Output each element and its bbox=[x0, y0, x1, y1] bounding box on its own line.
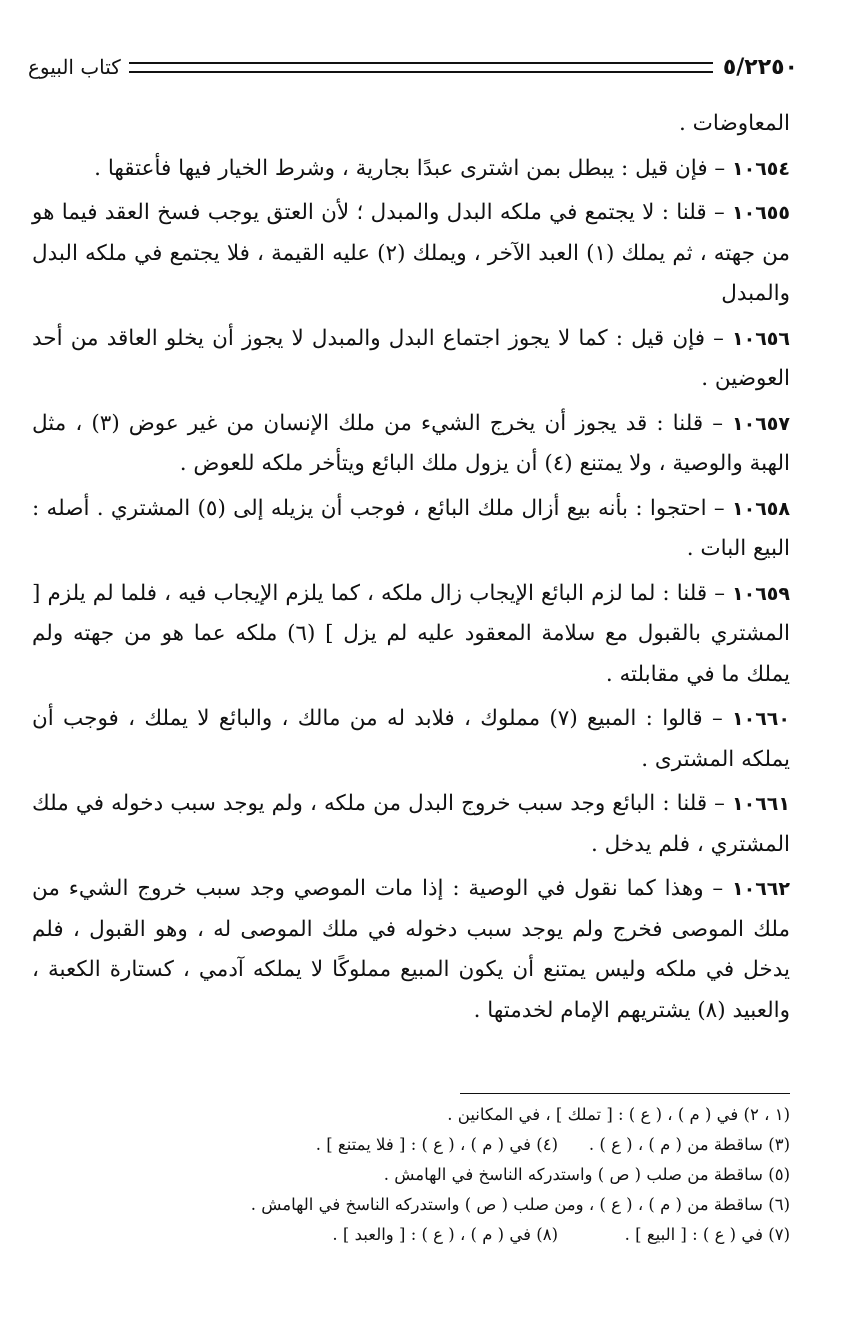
paragraph-text: المعاوضات . bbox=[679, 111, 790, 136]
paragraph-text: – فإن قيل : يبطل بمن اشترى عبدًا بجارية ، وشرط الخيار فيها فأعتقها . bbox=[94, 155, 733, 181]
paragraph bbox=[32, 104, 790, 145]
header-rule bbox=[129, 62, 713, 73]
footnote: (٤) في ( م ) ، ( ع ) : [ فلا يمتنع ] . bbox=[315, 1135, 558, 1154]
paragraph bbox=[32, 869, 790, 1031]
page-header bbox=[28, 52, 798, 82]
footnote: (٣) ساقطة من ( م ) ، ( ع ) . bbox=[588, 1135, 790, 1154]
footnote-row bbox=[32, 1220, 790, 1250]
paragraph-number: ١٠٦٦٠ bbox=[732, 708, 790, 730]
paragraph bbox=[32, 193, 790, 315]
paragraph-number: ١٠٦٥٥ bbox=[732, 202, 790, 224]
paragraph bbox=[32, 319, 790, 400]
footnote: (١ ، ٢) في ( م ) ، ( ع ) : [ تملك ] ، في المكانين . bbox=[447, 1105, 790, 1124]
paragraph bbox=[32, 699, 790, 780]
footnote: (٥) ساقطة من صلب ( ص ) واستدركه الناسخ في الهامش . bbox=[383, 1165, 790, 1184]
footnote-row bbox=[32, 1160, 790, 1190]
footnote: (٧) في ( ع ) : [ البيع ] . bbox=[624, 1225, 790, 1244]
paragraph-text: – قلنا : لما لزم البائع الإيجاب زال ملكه ، كما يلزم الإيجاب فيه ، فلما لم يلزم [ المشتري بالقبول مع سلامة المعقود عليه لم يزل ] (٦) ملكه عما هو من جهته ولم يملك ما في مقابلته . bbox=[32, 580, 790, 687]
paragraph-text: – قالوا : المبيع (٧) مملوك ، فلابد له من مالك ، والبائع لا يملك ، فوجب أن يملكه المشترى . bbox=[32, 706, 790, 772]
paragraph-text: – فإن قيل : كما لا يجوز اجتماع البدل والمبدل لا يجوز أن يخلو العاقد من أحد العوضين . bbox=[32, 325, 790, 391]
paragraph bbox=[32, 574, 790, 696]
paragraph-text: – وهذا كما نقول في الوصية : إذا مات الموصي وجد سبب خروج الشيء من ملك الموصى فخرج ولم يوجد سبب دخوله في ملك الموصى له ، وهو القبول ، فلم يدخل في ملكه وليس يمتنع أن يكون المبيع مملوكًا لا يملكه آدمي ، كستارة الكعبة ، والعبيد (٨) يشتريهم الإمام لخدمتها . bbox=[32, 876, 790, 1023]
paragraph bbox=[32, 784, 790, 865]
paragraph-number: ١٠٦٥٨ bbox=[732, 497, 790, 520]
footnote-divider bbox=[460, 1093, 790, 1094]
footnote-row bbox=[32, 1100, 790, 1130]
main-text bbox=[32, 104, 790, 1035]
footnotes bbox=[32, 1100, 790, 1250]
paragraph-number: ١٠٦٥٩ bbox=[732, 582, 790, 605]
paragraph-number: ١٠٦٥٤ bbox=[732, 157, 790, 180]
paragraph bbox=[32, 489, 790, 570]
footnote-row bbox=[32, 1130, 790, 1160]
paragraph-text: – قلنا : البائع وجد سبب خروج البدل من ملكه ، ولم يوجد سبب دخوله في ملك المشتري ، فلم يدخل . bbox=[32, 791, 790, 857]
paragraph-number: ١٠٦٥٧ bbox=[732, 412, 790, 435]
footnote-row bbox=[32, 1190, 790, 1220]
paragraph-text: – قلنا : قد يجوز أن يخرج الشيء من ملك الإنسان من غير عوض (٣) ، مثل الهبة والوصية ، ولا يمتنع (٤) أن يزول ملك البائع ويتأخر ملكه للعوض . bbox=[32, 410, 790, 476]
paragraph-text: – احتجوا : بأنه بيع أزال ملك البائع ، فوجب أن يزيله إلى (٥) المشتري . أصله : البيع البات . bbox=[32, 495, 790, 561]
footnote: (٨) في ( م ) ، ( ع ) : [ والعبد ] . bbox=[332, 1225, 558, 1244]
book-title: كتاب البيوع bbox=[28, 55, 121, 79]
paragraph bbox=[32, 404, 790, 485]
paragraph-number: ١٠٦٦١ bbox=[732, 793, 790, 815]
paragraph-number: ١٠٦٥٦ bbox=[732, 327, 790, 350]
paragraph-text: – قلنا : لا يجتمع في ملكه البدل والمبدل ؛ لأن العتق يوجب فسخ العقد فيما هو من جهته ، ثم يملك (١) العبد الآخر ، ويملك (٢) عليه القيمة ، فلا يجتمع في ملكه البدل والمبدل bbox=[32, 200, 790, 306]
paragraph-number: ١٠٦٦٢ bbox=[732, 878, 790, 900]
footnote: (٦) ساقطة من ( م ) ، ( ع ) ، ومن صلب ( ص ) واستدركه الناسخ في الهامش . bbox=[250, 1195, 790, 1214]
page-number: ٥/٢٢٥٠ bbox=[722, 54, 798, 80]
paragraph bbox=[32, 149, 790, 190]
